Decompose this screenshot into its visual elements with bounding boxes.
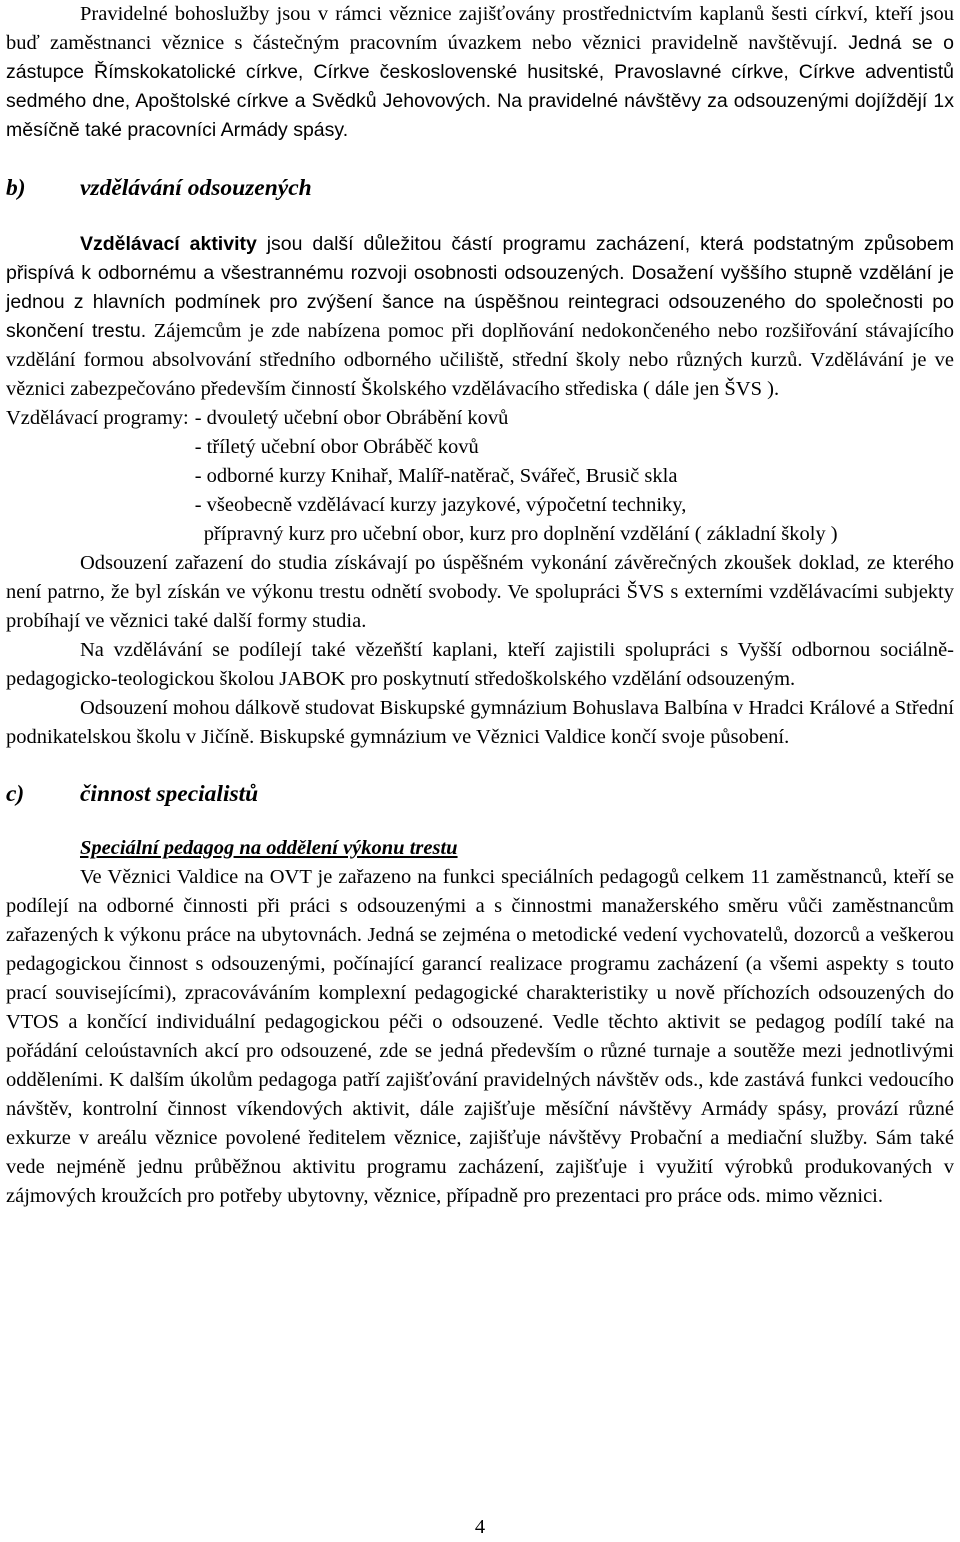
chaplains-paragraph: Na vzdělávání se podílejí také vězeňští kaplani, kteří zajistili spolupráci s Vyšší odbornou sociálně-pedagogicko-teologickou školou JABOK pro poskytnutí středoškolského vzdělání odsouzeným. xyxy=(6,639,954,690)
program-item: - dvouletý učební obor Obrábění kovů xyxy=(194,407,509,429)
special-pedagogue-paragraph: Ve Věznici Valdice na OVT je zařazeno na funkci speciálních pedagogů celkem 11 zaměstnanců, kteří se podílejí na odborné činnosti při práci s odsouzenými a s činnostmi manažerského směru vůči zaměstnancům zařazených k výkonu práce na ubytovnách. Jedná se zejména o metodické vedení vychovatelů, dozorců a veškerou pedagogickou činnost s odsouzenými, počínající garancí realizace programu zacházení (a všemi aspekty s touto prací souvisejícími), zpracováváním komplexní pedagogické charakteristiky u nově příchozích odsouzených do VTOS a končící individuální pedagogickou péči o odsouzené. Vedle těchto aktivit se pedagog podílí také na pořádání celoústavních akcí pro odsouzené, zde se jedná především o různé turnaje a soutěže mezi jednotlivými odděleními. K dalším úkolům pedagoga patří zajišťování pravidelných návštěv ods., kde zastává funkci vedoucího návštěv, kontrolní činnost víkendových aktivit, dále zajišťuje měsíční návštěvy Armády spásy, provází různé exkurze v areálu věznice povolené ředitelem věznice, zajišťuje návštěvy Probační a mediační služby. Sám také vede nejméně jednu průběžnou aktivitu programu zacházení, zajišťuje i využití výrobků produkovaných v zájmových kroužcích pro potřeby ubytovny, věznice, případně pro prezentaci pro práce ods. mimo věznici. xyxy=(6,866,954,1207)
education-text-sans: jsou další důležitou částí programu zacházení, která podstatným způsobem přispívá k odbornému a všestrannému rozvoji osobnosti odsouzených. xyxy=(6,233,954,284)
education-text-rest: Zájemcům je zde nabízena pomoc při doplňování nedokončeného nebo rozšiřování stávajícího vzdělání formou absolvování středního odborného učiliště, střední školy nebo různých kurzů. Vzdělávání je ve věznici zabezpečováno především činností Školského vzdělávacího střediska ( dále jen ŠVS ). xyxy=(6,320,954,400)
document-page xyxy=(6,0,954,1211)
programs-items xyxy=(195,404,838,549)
section-b-label: b) xyxy=(6,174,26,201)
program-item: - všeobecně vzdělávací kurzy jazykové, výpočetní techniky, xyxy=(194,494,687,516)
program-item: - odborné kurzy Knihař, Malíř-natěrač, Svářeč, Brusič skla xyxy=(194,465,678,487)
page-number: 4 xyxy=(474,1516,486,1538)
section-c-title: činnost specialistů xyxy=(80,780,259,807)
section-c-label: c) xyxy=(6,780,25,807)
education-text-sans-2: Dosažení vyššího stupně vzdělání je jednou z hlavních podmínek pro zvýšení šance na úspěšnou reintegraci odsouzeného do společnosti po skončení trestu. xyxy=(6,262,954,342)
program-item-continuation: přípravný kurz pro učební obor, kurz pro doplnění vzdělání ( základní školy ) xyxy=(203,523,838,545)
intro-text-a: Pravidelné bohoslužby jsou v rámci věznice zajišťovány prostřednictvím kaplanů šesti církví, kteří jsou buď zaměstnanci věznice s částečným pracovním úvazkem nebo věznici pravidelně navštěvují. xyxy=(6,3,954,54)
intro-paragraph xyxy=(6,0,954,145)
section-b-heading xyxy=(6,168,954,208)
exams-paragraph: Odsouzení zařazení do studia získávají po úspěšném vykonání závěrečných zkoušek doklad, ze kterého není patrno, že byl získán ve výkonu trestu odnětí svobody. Ve spolupráci ŠVS s externími vzdělávacími subjekty probíhají ve věznici také další formy studia. xyxy=(6,552,954,632)
subheading xyxy=(6,834,954,863)
programs-label: Vzdělávací programy: xyxy=(6,407,189,429)
distance-study-paragraph: Odsouzení mohou dálkově studovat Biskupské gymnázium Bohuslava Balbína v Hradci Králové a Střední podnikatelskou školu v Jičíně. Biskupské gymnázium ve Věznici Valdice končí svoje působení. xyxy=(6,697,954,748)
education-paragraph xyxy=(6,230,954,404)
education-keyword: Vzdělávací aktivity xyxy=(80,233,257,255)
program-item: - tříletý učební obor Obráběč kovů xyxy=(194,436,479,458)
programs-list xyxy=(6,404,954,549)
intro-text-b: Jedná se o zástupce Římskokatolické církve, Církve československé husitské, Pravoslavné církve, Církve adventistů sedmého dne, Apoštolské církve a Svědků Jehovových. Na pravidelné návštěvy za odsouzenými dojíždějí 1x měsíčně také pracovníci Armády spásy. xyxy=(6,32,954,141)
special-pedagogue-subheading: Speciální pedagog na oddělení výkonu trestu xyxy=(80,837,458,859)
section-b-title: vzdělávání odsouzených xyxy=(80,174,312,201)
section-c-heading xyxy=(6,774,954,814)
